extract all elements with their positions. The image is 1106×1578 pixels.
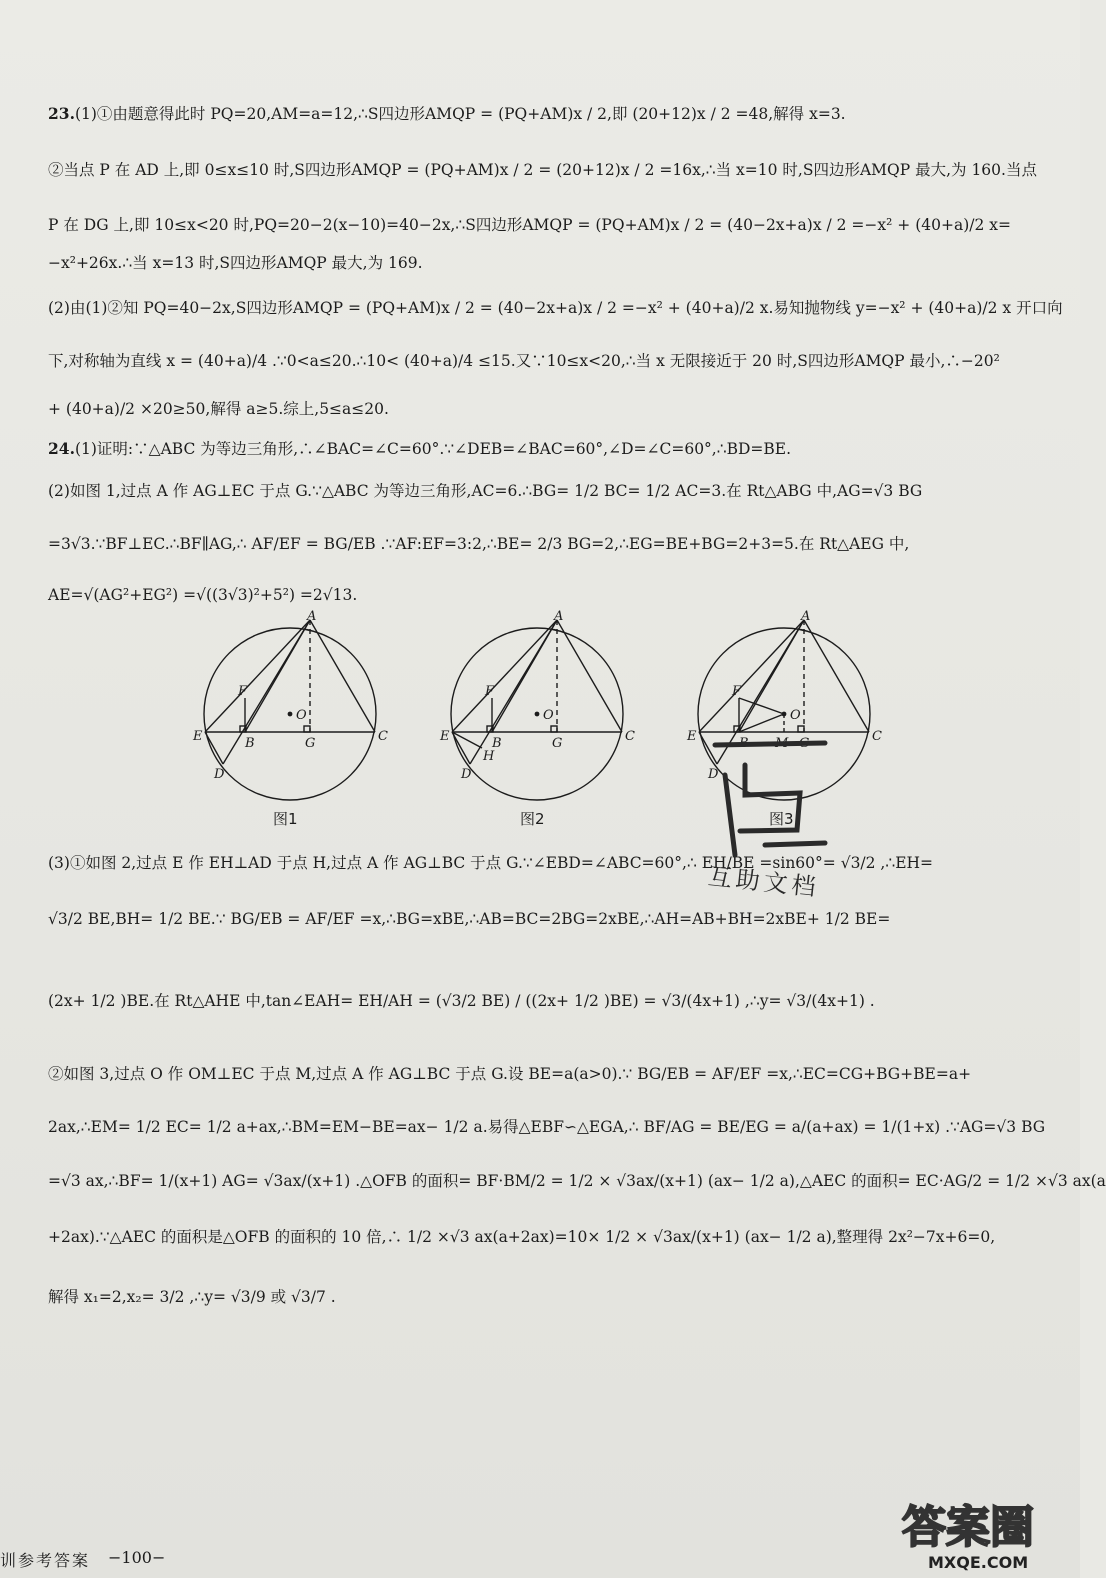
- q23-line-3: P 在 DG 上,即 10≤x<20 时,PQ=20−2(x−10)=40−2x,∴S四边形AMQP = (PQ+AM)x / 2 = (40−2x+a)x / 2 =−x² + (40+a)/2 x=: [48, 216, 1011, 234]
- q24-line-9: 2ax,∴EM= 1/2 EC= 1/2 a+ax,∴BM=EM−BE=ax− 1/2 a.易得△EBF∽△EGA,∴ BF/AG = BE/EG = a/(a+ax) = 1/(1+x) .∵AG=√3 BG: [48, 1118, 1046, 1136]
- logo-sub-text: MXQE.COM: [928, 1553, 1029, 1572]
- fig1-label-o: O: [296, 708, 307, 723]
- fig2-label-h: H: [483, 749, 495, 764]
- fig3-label-f: F: [732, 684, 742, 699]
- q24-line-2: (2)如图 1,过点 A 作 AG⊥EC 于点 G.∵△ABC 为等边三角形,AC=6.∴BG= 1/2 BC= 1/2 AC=3.在 Rt△ABG 中,AG=√3 BG: [48, 482, 923, 500]
- fig1-right-angle-g: [304, 726, 310, 732]
- fig2-label-g: G: [552, 736, 563, 751]
- q24-line-8: ②如图 3,过点 O 作 OM⊥EC 于点 M,过点 A 作 AG⊥BC 于点 G.设 BE=a(a>0).∵ BG/EB = AF/EF =x,∴EC=CG+BG+BE=a+: [48, 1065, 972, 1083]
- q23-line-1: 23.(1)①由题意得此时 PQ=20,AM=a=12,∴S四边形AMQP = (PQ+AM)x / 2,即 (20+12)x / 2 =48,解得 x=3.: [48, 104, 846, 123]
- fig2-caption: 图2: [520, 810, 545, 828]
- fig2-line-ac: [557, 620, 622, 732]
- q23-line-2: ②当点 P 在 AD 上,即 0≤x≤10 时,S四边形AMQP = (PQ+AM)x / 2 = (20+12)x / 2 =16x,∴当 x=10 时,S四边形AMQP 最大,为 160.当点: [48, 161, 1037, 179]
- q24-line-11: +2ax).∵△AEC 的面积是△OFB 的面积的 10 倍,∴ 1/2 ×√3 ax(a+2ax)=10× 1/2 × √3ax/(x+1) (ax− 1/2 a),整理得 2x²−7x+6=0,: [48, 1228, 996, 1246]
- figure-2-drawing: [451, 620, 623, 800]
- fig1-label-a: A: [307, 609, 317, 624]
- q24-line-3: =3√3.∵BF⊥EC.∴BF∥AG,∴ AF/EF = BG/EB .∵AF:EF=3:2,∴BE= 2/3 BG=2,∴EG=BE+BG=2+3=5.在 Rt△AEG 中,: [48, 535, 910, 553]
- fig3-line-ae: [699, 620, 804, 732]
- fig2-line-ae: [452, 620, 557, 732]
- fig1-line-ed: [205, 732, 223, 764]
- q24-line-4: AE=√(AG²+EG²) =√((3√3)²+5²) =2√13.: [48, 586, 358, 604]
- fig3-caption: 图3: [769, 810, 794, 828]
- fig2-label-o: O: [543, 708, 554, 723]
- fig3-right-angle-g: [798, 726, 804, 732]
- fig1-line-ac: [310, 620, 375, 732]
- fig3-label-c: C: [872, 729, 882, 744]
- fig3-line-ac: [804, 620, 869, 732]
- fig2-center-dot: [535, 712, 540, 717]
- center-dots: [288, 712, 787, 717]
- fig3-label-m: M: [775, 736, 789, 751]
- fig1-center-dot: [288, 712, 293, 717]
- fig2-label-d: D: [461, 767, 472, 782]
- page-number: −100−: [108, 1548, 166, 1567]
- fig1-label-e: E: [193, 729, 203, 744]
- q23-line-6: 下,对称轴为直线 x = (40+a)/4 .∵0<a≤20.∴10< (40+a)/4 ≤15.又∵10≤x<20,∴当 x 无限接近于 20 时,S四边形AMQP 最小,∴−20²: [48, 352, 1000, 370]
- fig2-label-c: C: [625, 729, 635, 744]
- fig2-label-b: B: [492, 736, 502, 751]
- q24-line-7: (2x+ 1/2 )BE.在 Rt△AHE 中,tan∠EAH= EH/AH = (√3/2 BE) / ((2x+ 1/2 )BE) = √3/(4x+1) ,∴y= √3/(4x+1) .: [48, 992, 875, 1010]
- fig1-label-f: F: [238, 684, 248, 699]
- fig2-label-e: E: [440, 729, 450, 744]
- fig1-label-g: G: [305, 736, 316, 751]
- q24-line-12: 解得 x₁=2,x₂= 3/2 ,∴y= √3/9 或 √3/7 .: [48, 1288, 336, 1306]
- fig2-label-f: F: [485, 684, 495, 699]
- q23-line-4: −x²+26x.∴当 x=13 时,S四边形AMQP 最大,为 169.: [48, 254, 423, 272]
- stamp-text: 互助文档: [706, 862, 821, 902]
- fig2-right-angle-g: [551, 726, 557, 732]
- fig1-caption: 图1: [273, 810, 298, 828]
- q23-line-5: (2)由(1)②知 PQ=40−2x,S四边形AMQP = (PQ+AM)x / 2 = (40−2x+a)x / 2 =−x² + (40+a)/2 x.易知抛物线 y=−x² + (40+a)/2 x 开口向: [48, 299, 1063, 317]
- fig2-line-ad: [470, 620, 557, 764]
- logo-main-text: 答案圈: [902, 1502, 1034, 1553]
- q24-line-6: √3/2 BE,BH= 1/2 BE.∵ BG/EB = AF/EF =x,∴BG=xBE,∴AB=BC=2BG=2xBE,∴AH=AB+BH=2xBE+ 1/2 BE=: [48, 910, 891, 928]
- fig3-label-b: B: [739, 736, 749, 751]
- q24-line-10: =√3 ax,∴BF= 1/(x+1) AG= √3ax/(x+1) .△OFB 的面积= BF·BM/2 = 1/2 × √3ax/(x+1) (ax− 1/2 a),△AEC 的面积= EC·AG/2 = 1/2 ×√3 ax(a: [48, 1172, 1106, 1190]
- q23-line-7: + (40+a)/2 ×20≥50,解得 a≥5.综上,5≤a≤20.: [48, 400, 389, 418]
- fig2-label-a: A: [554, 609, 564, 624]
- fig3-label-e: E: [687, 729, 697, 744]
- fig3-label-d: D: [708, 767, 719, 782]
- fig1-label-c: C: [378, 729, 388, 744]
- fig1-line-ae: [205, 620, 310, 732]
- fig1-label-b: B: [245, 736, 255, 751]
- figure-1-drawing: [204, 620, 376, 800]
- footer-section-label: 训参考答案: [0, 1551, 91, 1570]
- fig3-center-dot: [782, 712, 787, 717]
- fig3-label-g: G: [799, 736, 810, 751]
- fig3-label-a: A: [801, 609, 811, 624]
- fig1-label-d: D: [214, 767, 225, 782]
- fig3-line-fo: [739, 698, 784, 714]
- q24-line-5: (3)①如图 2,过点 E 作 EH⊥AD 于点 H,过点 A 作 AG⊥BC 于点 G.∵∠EBD=∠ABC=60°,∴ EH/BE =sin60°= √3/2 ,∴EH=: [48, 854, 934, 872]
- fig3-label-o: O: [790, 708, 801, 723]
- q24-line-1: 24.(1)证明:∵△ABC 为等边三角形,∴∠BAC=∠C=60°.∵∠DEB=∠BAC=60°,∠D=∠C=60°,∴BD=BE.: [48, 439, 792, 458]
- fig1-line-ad: [223, 620, 310, 764]
- watermark-logo-icon: [898, 1494, 1073, 1574]
